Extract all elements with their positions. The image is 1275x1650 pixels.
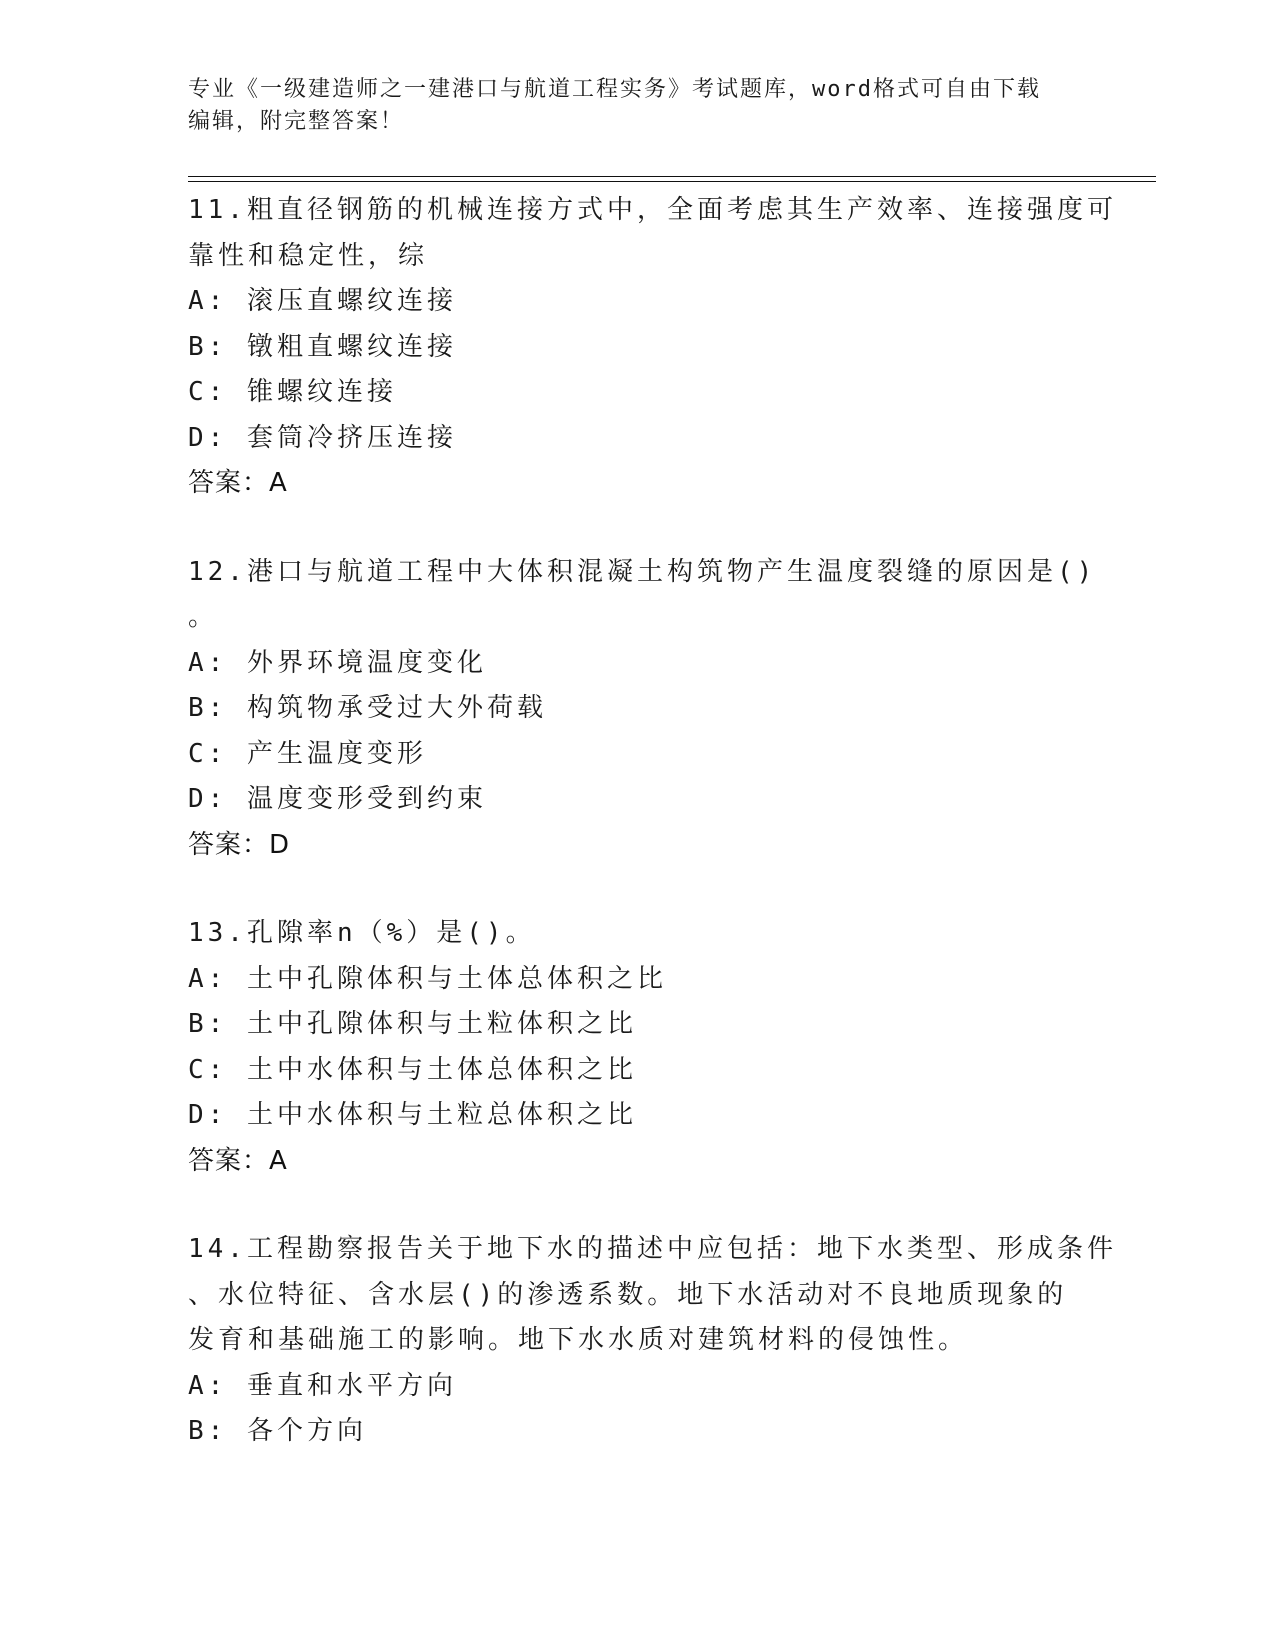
option-b: B: 各个方向 xyxy=(188,1416,367,1446)
option-a: A: 外界环境温度变化 xyxy=(188,647,487,678)
option-d: D: 温度变形受到约束 xyxy=(188,784,487,814)
question-stem-line: 13.孔隙率n（%）是()。 xyxy=(188,918,536,948)
question-11 xyxy=(188,188,1117,507)
option-b: B: 构筑物承受过大外荷载 xyxy=(188,693,547,723)
question-stem-line: 靠性和稳定性，综 xyxy=(188,240,429,271)
option-d: D: 土中水体积与土粒总体积之比 xyxy=(188,1100,637,1130)
question-stem-line: 。 xyxy=(188,602,219,632)
header-divider-bottom xyxy=(188,181,1156,182)
option-b: B: 镦粗直螺纹连接 xyxy=(188,331,457,362)
question-stem-line: 12.港口与航道工程中大体积混凝土构筑物产生温度裂缝的原因是() xyxy=(188,556,1097,587)
question-13 xyxy=(188,911,1088,1184)
answer-text: 答案：A xyxy=(188,1145,288,1176)
document-header xyxy=(188,74,1068,138)
question-stem-line: 11.粗直径钢筋的机械连接方式中，全面考虑其生产效率、连接强度可 xyxy=(188,195,1117,225)
option-a: A: 垂直和水平方向 xyxy=(188,1370,457,1401)
option-a: A: 滚压直螺纹连接 xyxy=(188,286,457,316)
question-stem-line: 、水位特征、含水层()的渗透系数。地下水活动对不良地质现象的 xyxy=(188,1279,1068,1310)
question-12 xyxy=(188,550,1097,869)
answer-text: 答案：A xyxy=(188,468,288,498)
question-14 xyxy=(188,1227,1117,1455)
option-c: C: 土中水体积与土体总体积之比 xyxy=(188,1054,637,1085)
question-stem-line: 14.工程勘察报告关于地下水的描述中应包括：地下水类型、形成条件 xyxy=(188,1234,1117,1264)
header-line-1: 专业《一级建造师之一建港口与航道工程实务》考试题库，word格式可自由下载 xyxy=(188,77,1041,102)
header-line-2: 编辑，附完整答案！ xyxy=(188,109,405,134)
option-a: A: 土中孔隙体积与土体总体积之比 xyxy=(188,963,667,994)
header-divider-top xyxy=(188,176,1156,177)
option-b: B: 土中孔隙体积与土粒体积之比 xyxy=(188,1009,637,1039)
question-stem-line: 发育和基础施工的影响。地下水水质对建筑材料的侵蚀性。 xyxy=(188,1325,969,1355)
answer-text: 答案：D xyxy=(188,829,291,860)
option-c: C: 产生温度变形 xyxy=(188,738,427,769)
option-d: D: 套筒冷挤压连接 xyxy=(188,422,457,453)
option-c: C: 锥螺纹连接 xyxy=(188,377,397,407)
question-list xyxy=(188,188,1117,1498)
